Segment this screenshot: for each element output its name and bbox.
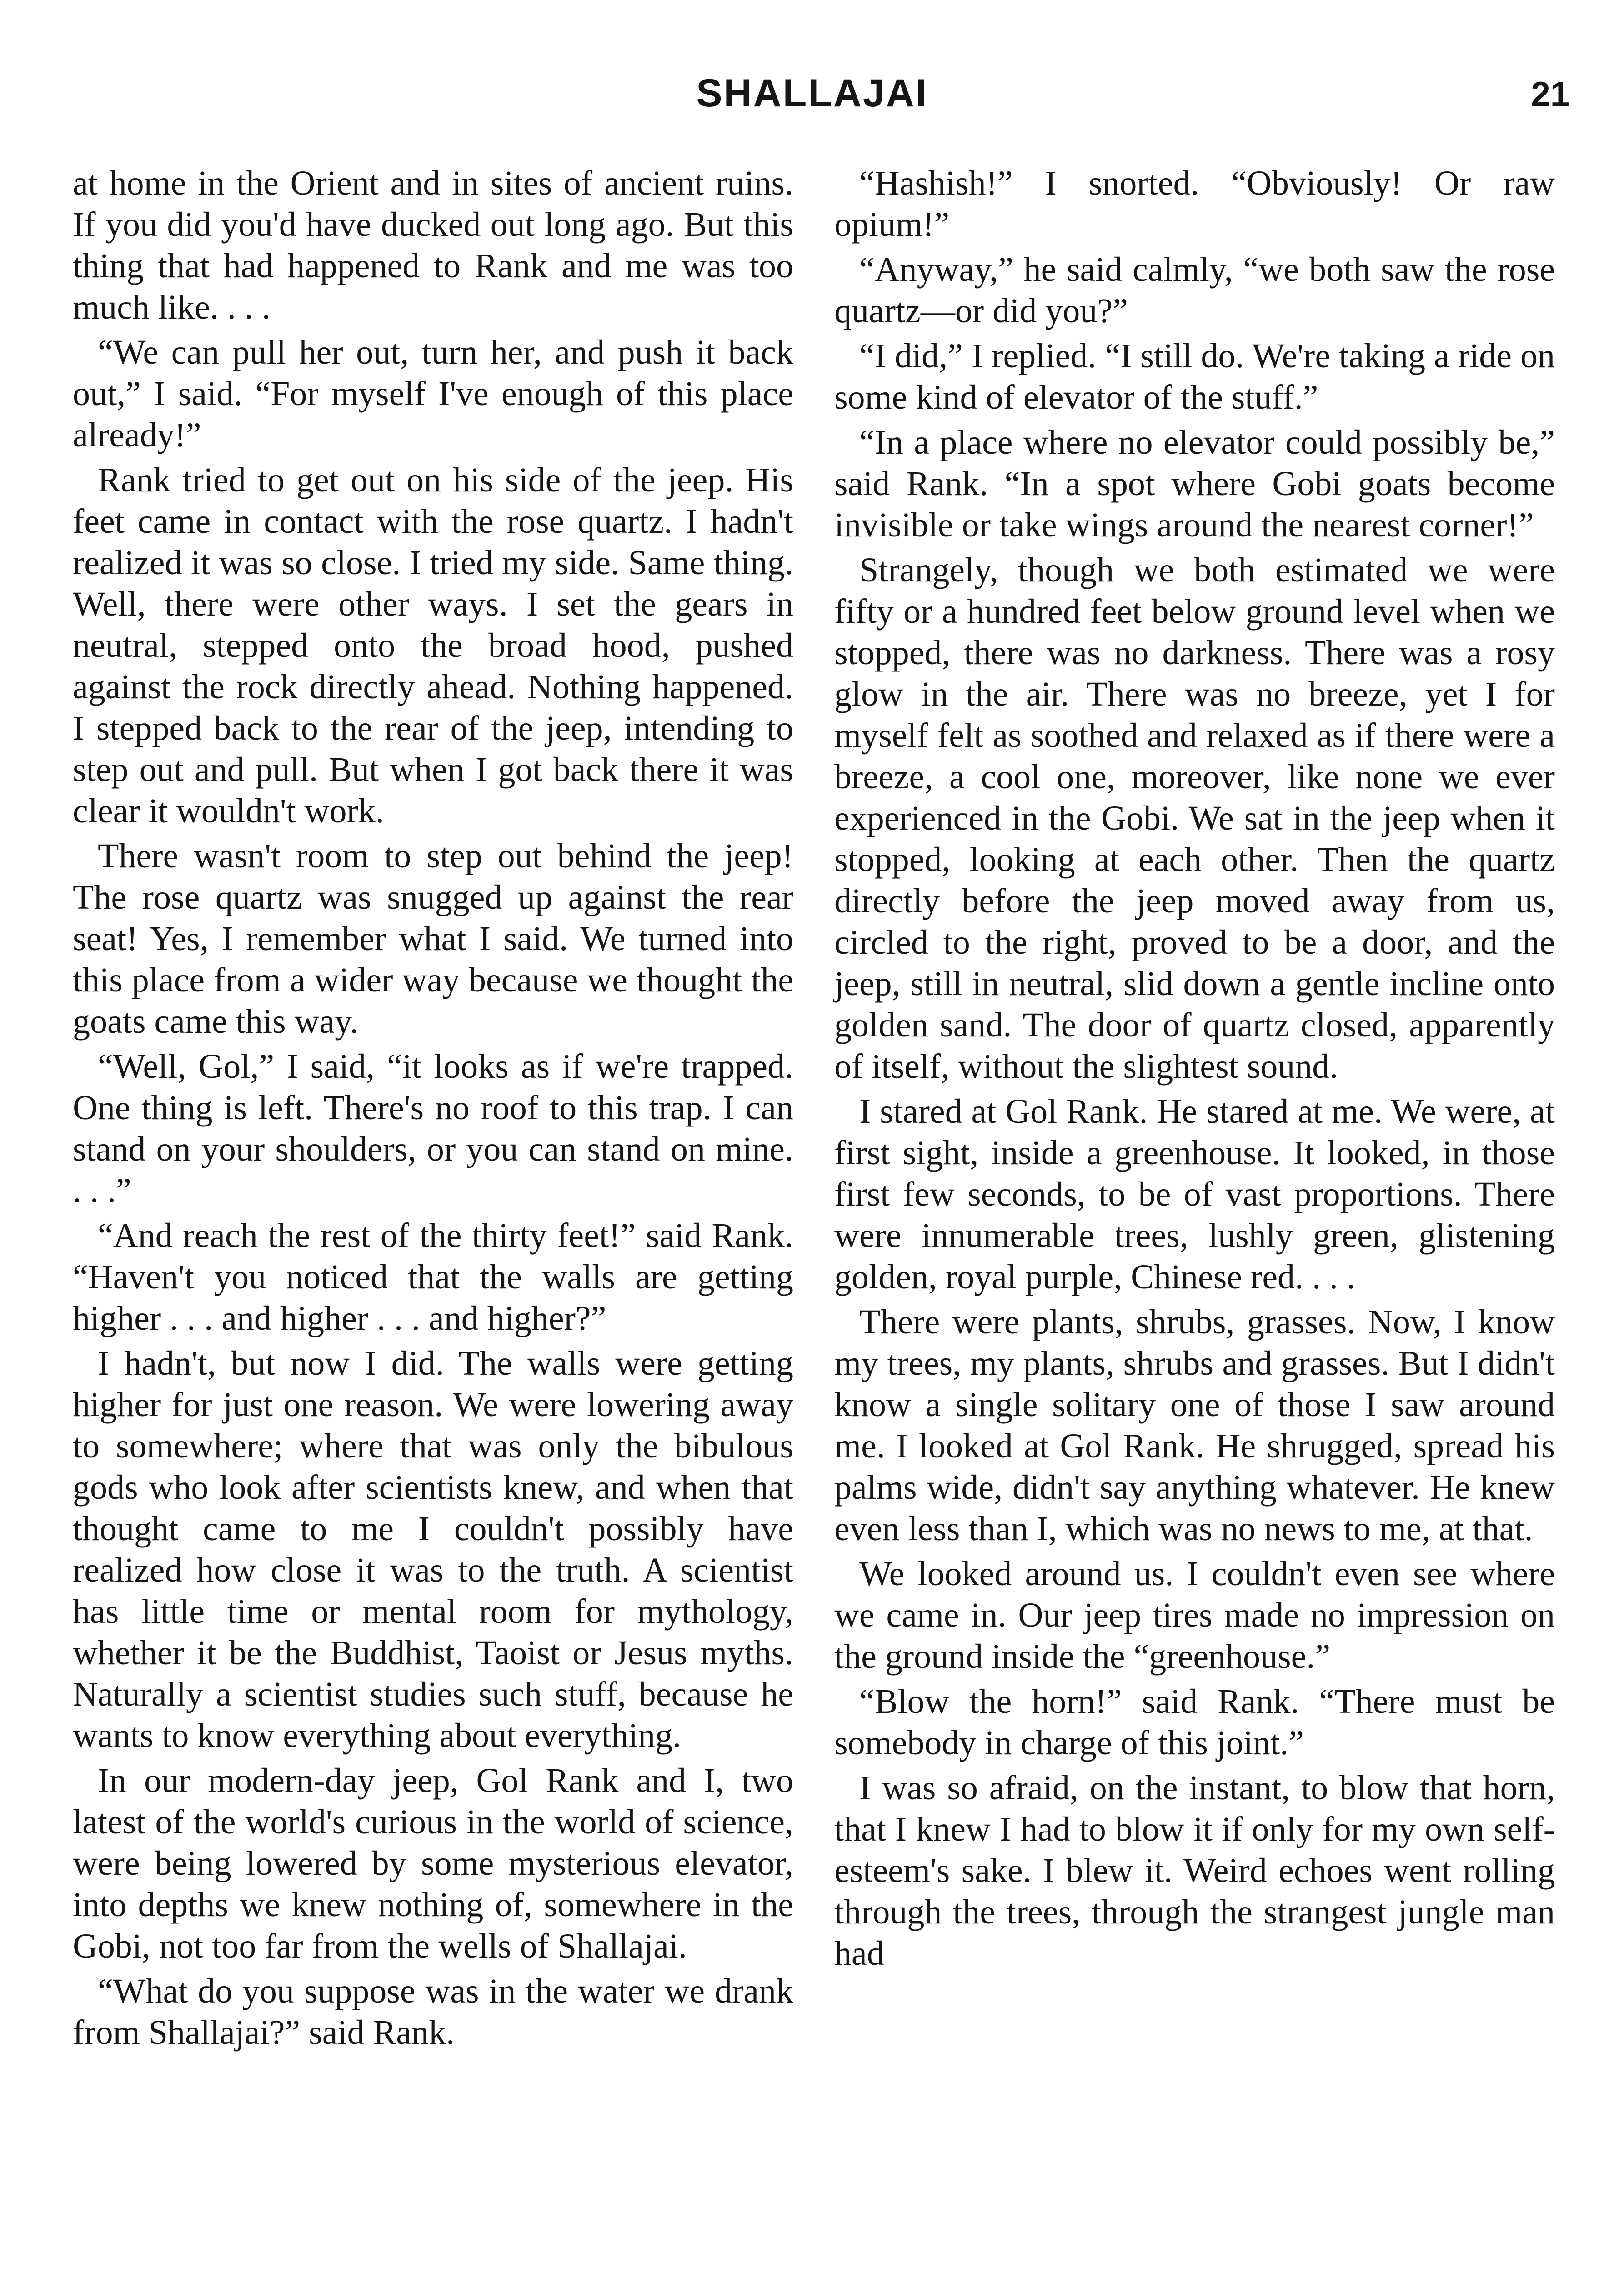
- paragraph: We looked around us. I couldn't even see where we came in. Our jeep tires made no impression on the ground inside the “greenhouse.”: [834, 1555, 1555, 1676]
- paragraph: Strangely, though we both estimated we were fifty or a hundred feet below ground level when we stopped, there was no darkness. There was a rosy glow in the air. There was no breeze, yet I for myself felt as soothed and relaxed as if there were a breeze, a cool one, moreover, like none we ever experienced in the Gobi. We sat in the jeep when it stopped, looking at each other. Then the quartz directly before the jeep moved away from us, circled to the right, proved to be a door, and the jeep, still in neutral, slid down a gentle incline onto golden sand. The door of quartz closed, apparently of itself, without the slightest sound.: [834, 551, 1555, 1086]
- paragraph: I stared at Gol Rank. He stared at me. We were, at first sight, inside a greenhouse. It looked, in those first few seconds, to be of vast proportions. There were innumerable trees, lushly green, glistening golden, royal purple, Chinese red. . . .: [834, 1092, 1555, 1296]
- paragraph: “I did,” I replied. “I still do. We're taking a ride on some kind of elevator of the stuff.”: [834, 337, 1555, 416]
- page-header: [0, 68, 1624, 127]
- page-number: 21: [1531, 75, 1569, 114]
- paragraph: There were plants, shrubs, grasses. Now, I know my trees, my plants, shrubs and grasses. But I didn't know a single solitary one of those I saw around me. I looked at Gol Rank. He shrugged, spread his palms wide, didn't say anything whatever. He knew even less than I, which was no news to me, at that.: [834, 1303, 1555, 1548]
- paragraph: “Blow the horn!” said Rank. “There must be somebody in charge of this joint.”: [834, 1682, 1555, 1762]
- running-title: SHALLAJAI: [696, 71, 928, 115]
- paragraph: I was so afraid, on the instant, to blow that horn, that I knew I had to blow it if only for my own self-esteem's sake. I blew it. Weird echoes went rolling through the trees, through the strangest jungle man had: [834, 1769, 1555, 1973]
- paragraph: “What do you suppose was in the water we drank from Shallajai?” said Rank.: [73, 1972, 793, 2052]
- paragraph: “In a place where no elevator could possibly be,” said Rank. “In a spot where Gobi goats become invisible or take wings around the nearest corner!”: [834, 423, 1555, 544]
- paragraph: at home in the Orient and in sites of ancient ruins. If you did you'd have ducked out long ago. But this thing that had happened to Rank and me was too much like. . . .: [73, 164, 793, 326]
- right-column: [834, 163, 1555, 1978]
- paragraph: “And reach the rest of the thirty feet!” said Rank. “Haven't you noticed that the walls are getting higher . . . and higher . . . and higher?”: [73, 1217, 793, 1337]
- paragraph: “Well, Gol,” I said, “it looks as if we're trapped. One thing is left. There's no roof to this trap. I can stand on your shoulders, or you can stand on mine. . . .”: [73, 1047, 793, 1210]
- paragraph: I hadn't, but now I did. The walls were getting higher for just one reason. We were lowering away to somewhere; where that was only the bibulous gods who look after scientists knew, and when that thought came to me I couldn't possibly have realized how close it was to the truth. A scientist has little time or mental room for mythology, whether it be the Buddhist, Taoist or Jesus myths. Naturally a scientist studies such stuff, because he wants to know everything about everything.: [73, 1344, 793, 1755]
- paragraph: In our modern-day jeep, Gol Rank and I, two latest of the world's curious in the world of science, were being lowered by some mysterious elevator, into depths we knew nothing of, somewhere in the Gobi, not too far from the wells of Shallajai.: [73, 1762, 793, 1965]
- left-column: [73, 163, 793, 2057]
- paragraph: Rank tried to get out on his side of the jeep. His feet came in contact with the rose quartz. I hadn't realized it was so close. I tried my side. Same thing. Well, there were other ways. I set the gears in neutral, stepped onto the broad hood, pushed against the rock directly ahead. Nothing happened. I stepped back to the rear of the jeep, intending to step out and pull. But when I got back there it was clear it wouldn't work.: [73, 461, 793, 830]
- paragraph: There wasn't room to step out behind the jeep! The rose quartz was snugged up against the rear seat! Yes, I remember what I said. We turned into this place from a wider way because we thought the goats came this way.: [73, 837, 793, 1041]
- paragraph: “Anyway,” he said calmly, “we both saw the rose quartz—or did you?”: [834, 250, 1555, 330]
- paragraph: “Hashish!” I snorted. “Obviously! Or raw opium!”: [834, 164, 1555, 244]
- paragraph: “We can pull her out, turn her, and push it back out,” I said. “For myself I've enough of this place already!”: [73, 333, 793, 454]
